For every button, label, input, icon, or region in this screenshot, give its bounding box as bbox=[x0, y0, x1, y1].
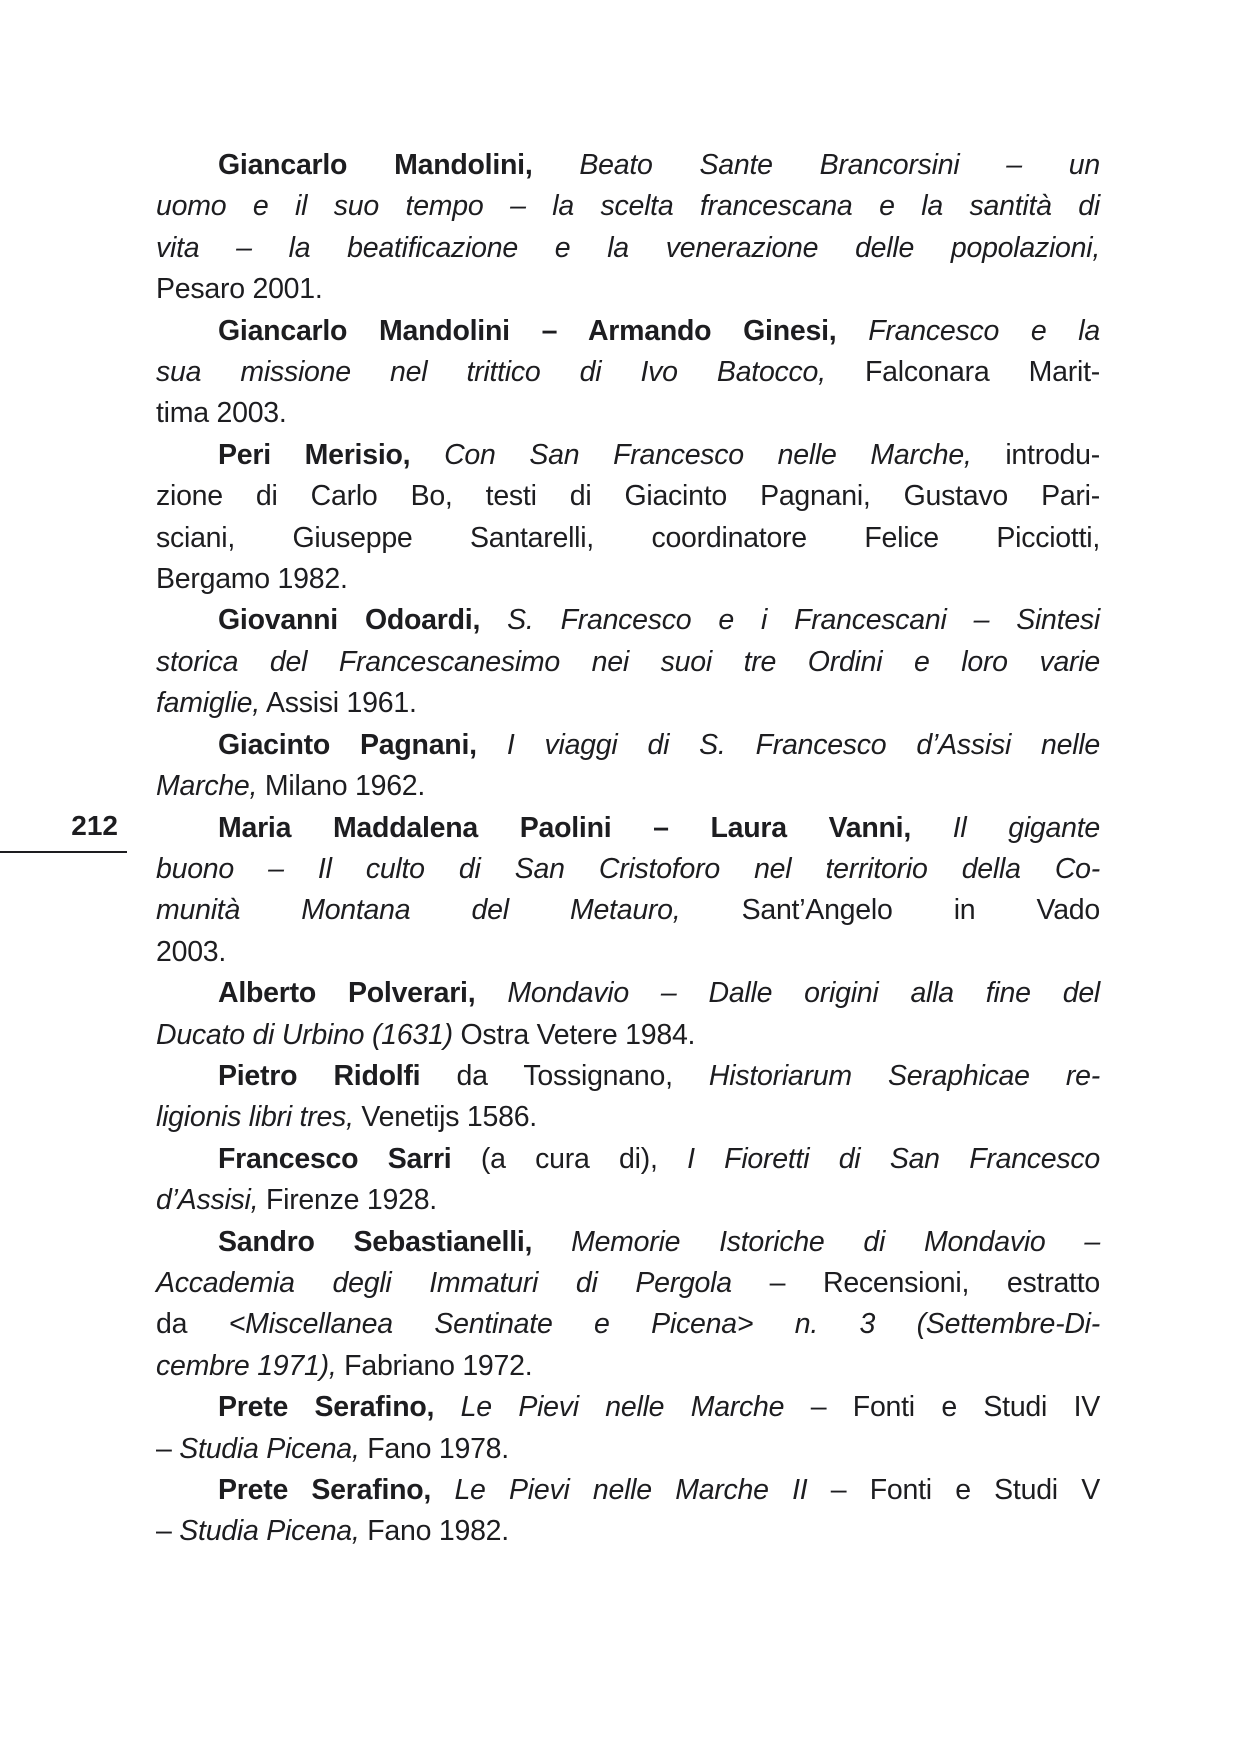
text-run: Maria Maddalena Paolini – Laura Vanni, bbox=[218, 811, 912, 844]
text-run: Studia Picena, bbox=[179, 1432, 360, 1465]
entry-line bbox=[156, 1511, 1100, 1552]
entry-line bbox=[156, 1180, 1100, 1221]
text-run: S. Francesco e i Francescani – Sintesi bbox=[480, 604, 1100, 637]
text-run: Giovanni Odoardi, bbox=[218, 604, 481, 637]
text-run: Ostra Vetere 1984. bbox=[452, 1018, 696, 1051]
page-number-block bbox=[0, 806, 127, 853]
entry-line bbox=[156, 683, 1100, 724]
text-run: ligionis libri tres, bbox=[156, 1101, 354, 1134]
text-run: I viaggi di S. Francesco d’Assisi nelle bbox=[476, 728, 1100, 761]
entry-line bbox=[156, 186, 1100, 227]
entry-line bbox=[156, 642, 1100, 683]
text-run: da bbox=[156, 1308, 229, 1341]
text-run: <Miscellanea Sentinate e Picena> n. 3 (Settembre-Di- bbox=[228, 1308, 1100, 1341]
text-run: zione di Carlo Bo, testi di Giacinto Pagnani, Gustavo Pari- bbox=[156, 480, 1100, 513]
entry-line bbox=[156, 849, 1100, 890]
bibliography bbox=[156, 145, 1100, 1553]
text-run: Mondavio – Dalle origini alla fine del bbox=[475, 977, 1100, 1010]
entry-line bbox=[156, 1346, 1100, 1387]
bibliography-entry bbox=[156, 973, 1100, 1056]
bibliography-entry bbox=[156, 725, 1100, 808]
text-run: – Fonti e Studi IV bbox=[784, 1391, 1100, 1424]
text-run: introdu- bbox=[971, 438, 1100, 471]
entry-line bbox=[156, 559, 1100, 600]
text-run: uomo e il suo tempo – la scelta francescana e la santità di bbox=[156, 190, 1100, 223]
bibliography-entry bbox=[156, 1139, 1100, 1222]
entry-line bbox=[156, 393, 1100, 434]
page-number: 212 bbox=[71, 810, 118, 841]
bibliography-entry bbox=[156, 1222, 1100, 1388]
bibliography-entry bbox=[156, 1056, 1100, 1139]
text-run: Beato Sante Brancorsini – un bbox=[532, 149, 1100, 181]
text-run: Peri Merisio, bbox=[218, 438, 411, 471]
entry-line bbox=[156, 352, 1100, 393]
text-run: Il gigante bbox=[911, 811, 1100, 844]
text-run: Historiarum Seraphicae re- bbox=[672, 1059, 1100, 1092]
entry-line bbox=[156, 228, 1100, 269]
entry-line bbox=[156, 973, 1100, 1014]
text-run: Fabriano 1972. bbox=[336, 1349, 533, 1382]
text-run: cembre 1971), bbox=[156, 1349, 337, 1382]
text-run: Bergamo 1982. bbox=[156, 563, 348, 596]
text-run: Accademia degli Immaturi di Pergola bbox=[156, 1266, 732, 1299]
entry-line bbox=[156, 435, 1100, 476]
text-run: Prete Serafino, bbox=[218, 1391, 435, 1424]
text-run: Pietro Ridolfi bbox=[218, 1059, 421, 1092]
entry-line bbox=[156, 600, 1100, 641]
bibliography-entry bbox=[156, 1387, 1100, 1470]
text-run: Firenze 1928. bbox=[258, 1184, 437, 1217]
text-run: – Fonti e Studi V bbox=[807, 1474, 1100, 1506]
entry-line bbox=[156, 1222, 1100, 1263]
text-run: famiglie, bbox=[156, 687, 260, 720]
text-run: Giancarlo Mandolini – Armando Ginesi, bbox=[218, 314, 837, 347]
text-run: Prete Serafino, bbox=[218, 1474, 432, 1506]
text-run: Giancarlo Mandolini, bbox=[218, 149, 533, 181]
entry-line bbox=[156, 766, 1100, 807]
text-run: Con San Francesco nelle Marche, bbox=[410, 438, 972, 471]
entry-line bbox=[156, 890, 1100, 931]
bibliography-entry bbox=[156, 600, 1100, 724]
text-run: Fano 1978. bbox=[359, 1432, 509, 1465]
text-run: Francesco e la bbox=[836, 314, 1100, 347]
text-run: sciani, Giuseppe Santarelli, coordinatore Felice Picciotti, bbox=[156, 521, 1100, 554]
text-run: da Tossignano, bbox=[420, 1059, 673, 1092]
entry-line bbox=[156, 1015, 1100, 1056]
text-run: Ducato di Urbino (1631) bbox=[156, 1018, 453, 1051]
text-run: Fano 1982. bbox=[359, 1515, 509, 1548]
entry-line bbox=[156, 145, 1100, 186]
entry-line bbox=[156, 311, 1100, 352]
entry-line bbox=[156, 808, 1100, 849]
entry-line bbox=[156, 1139, 1100, 1180]
text-run: Le Pievi nelle Marche II bbox=[431, 1474, 808, 1506]
text-run: Assisi 1961. bbox=[259, 687, 417, 720]
text-run: storica del Francescanesimo nei suoi tre Ordini e loro varie bbox=[156, 645, 1100, 678]
entry-line bbox=[156, 518, 1100, 559]
entry-line bbox=[156, 725, 1100, 766]
text-run: Le Pievi nelle Marche bbox=[434, 1391, 785, 1424]
text-run: Giacinto Pagnani, bbox=[218, 728, 477, 761]
bibliography-entry bbox=[156, 1470, 1100, 1553]
entry-line bbox=[156, 476, 1100, 517]
entry-line bbox=[156, 932, 1100, 973]
entry-line bbox=[156, 1097, 1100, 1138]
text-run: Francesco Sarri bbox=[218, 1142, 452, 1175]
bibliography-entry bbox=[156, 311, 1100, 435]
text-run: Marche, bbox=[156, 770, 258, 803]
text-run: munità Montana del Metauro, bbox=[156, 894, 681, 927]
text-run: Memorie Istoriche di Mondavio – bbox=[532, 1225, 1100, 1258]
text-run: Sant’Angelo in Vado bbox=[680, 894, 1100, 927]
text-run: sua missione nel trittico di Ivo Batocco, bbox=[156, 356, 826, 389]
text-run: – bbox=[156, 1515, 180, 1548]
entry-line bbox=[156, 1056, 1100, 1097]
text-run: Milano 1962. bbox=[257, 770, 426, 803]
text-run: buono – Il culto di San Cristoforo nel territorio della Co- bbox=[156, 852, 1100, 885]
text-run: Sandro Sebastianelli, bbox=[218, 1225, 533, 1258]
text-run: (a cura di), bbox=[451, 1142, 688, 1175]
entry-line bbox=[156, 1470, 1100, 1511]
entry-line bbox=[156, 269, 1100, 310]
text-run: – Recensioni, estratto bbox=[731, 1266, 1100, 1299]
text-run: Studia Picena, bbox=[179, 1515, 360, 1548]
text-run: – bbox=[156, 1432, 180, 1465]
text-run: Alberto Polverari, bbox=[218, 977, 476, 1010]
text-run: tima 2003. bbox=[156, 397, 287, 430]
text-run: I Fioretti di San Francesco bbox=[687, 1142, 1101, 1175]
text-run: d’Assisi, bbox=[156, 1184, 259, 1217]
text-run: Falconara Marit- bbox=[825, 356, 1100, 389]
text-run: Pesaro 2001. bbox=[156, 273, 323, 306]
bibliography-entry bbox=[156, 808, 1100, 974]
entry-line bbox=[156, 1387, 1100, 1428]
bibliography-entry bbox=[156, 145, 1100, 311]
entry-line bbox=[156, 1429, 1100, 1470]
text-run: Venetijs 1586. bbox=[353, 1101, 537, 1134]
entry-line bbox=[156, 1304, 1100, 1345]
bibliography-entry bbox=[156, 435, 1100, 601]
entry-line bbox=[156, 1263, 1100, 1304]
text-run: 2003. bbox=[156, 935, 227, 968]
text-run: vita – la beatificazione e la venerazione delle popolazioni, bbox=[156, 231, 1100, 264]
